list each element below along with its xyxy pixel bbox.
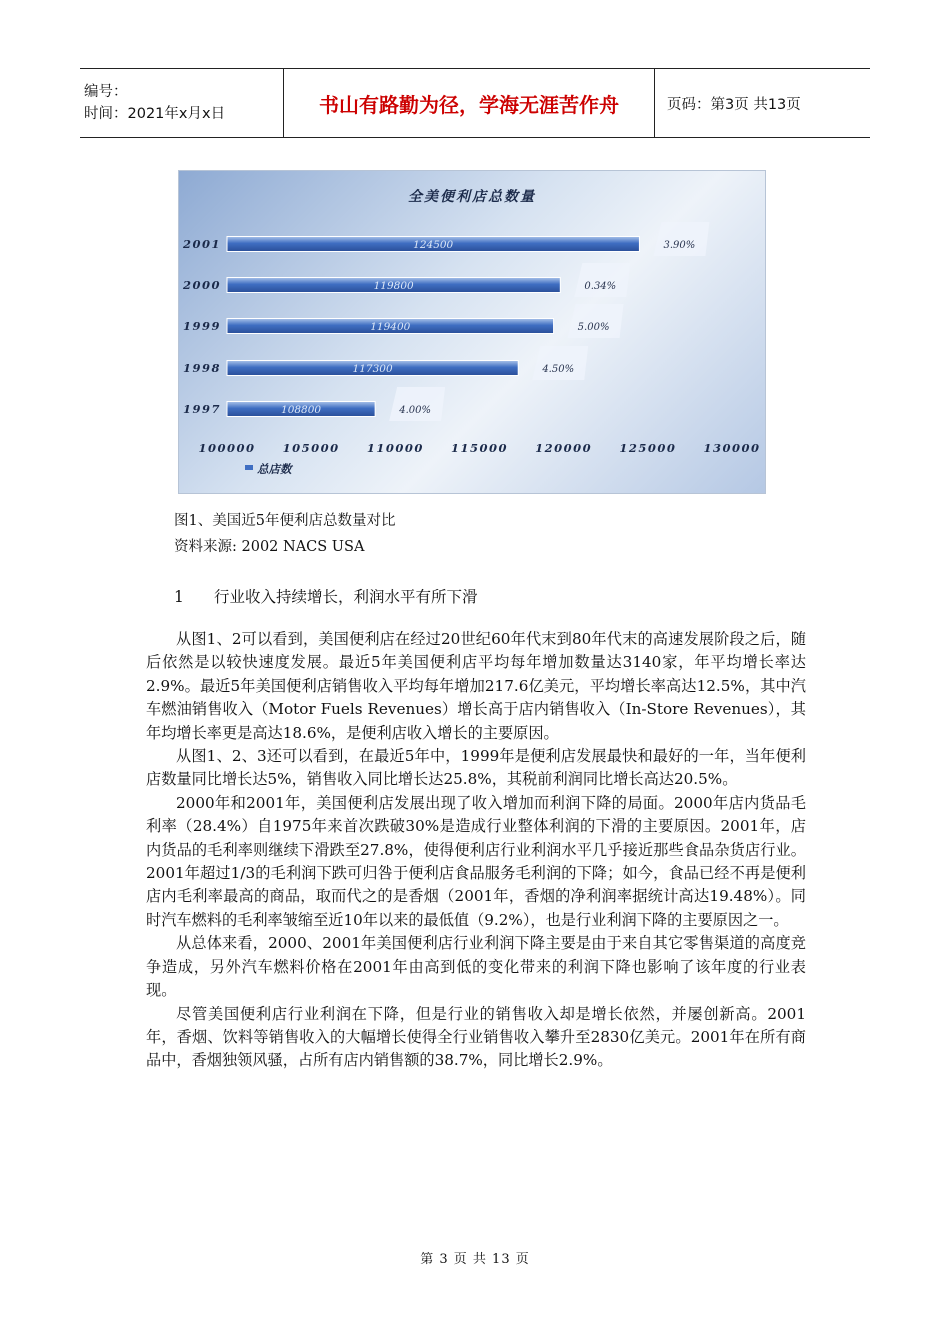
y-tick-label: 1997: [183, 402, 222, 416]
section-number: 1: [174, 588, 184, 606]
source-caption: 资料来源: 2002 NACS USA: [174, 539, 365, 555]
header-number-label: 编号：: [84, 84, 128, 100]
bar-value-label: 119800: [373, 280, 414, 292]
growth-label: 5.00%: [577, 322, 610, 333]
bar-value-label: 124500: [413, 239, 454, 251]
header-page-info: [655, 69, 870, 137]
header-meta: [80, 69, 283, 137]
header-motto: [283, 69, 655, 137]
paragraph: 尽管美国便利店行业利润在下降，但是行业的销售收入却是增长依然，并屡创新高。2001年，香烟、饮料等销售收入的大幅增长使得全行业销售收入攀升至2830亿美元。2001年在所有商品中，香烟独领风骚，占所有店内销售额的38.7%，同比增长2.9%。: [146, 1004, 806, 1070]
y-tick-label: 1998: [183, 361, 222, 375]
chart-title: 全美便利店总数量: [408, 189, 536, 205]
bar-value-label: 108800: [281, 404, 322, 416]
growth-label: 0.34%: [584, 281, 617, 292]
section-heading: [174, 585, 478, 607]
y-tick-label: 2000: [183, 278, 222, 292]
legend-swatch: [245, 465, 253, 470]
growth-label: 4.00%: [399, 405, 432, 416]
page-footer: 第 3 页 共 13 页: [420, 1252, 530, 1267]
chart-svg: [179, 171, 765, 493]
legend-label: 总店数: [257, 462, 292, 476]
x-tick-label: 120000: [535, 441, 593, 455]
paragraph: 从总体来看，2000、2001年美国便利店行业利润下降主要是由于来自其它零售渠道的高度竞争造成，另外汽车燃料价格在2001年由高到低的变化带来的利润下降也影响了该年度的行业表现。: [146, 934, 806, 1000]
figure-caption: 图1、美国近5年便利店总数量对比: [174, 513, 396, 529]
growth-label: 3.90%: [663, 240, 696, 251]
paragraph: 从图1、2、3还可以看到，在最近5年中，1999年是便利店发展最快和最好的一年，当年便利店数量同比增长达5%，销售收入同比增长达25.8%，其税前利润同比增长高达20.5%。: [146, 747, 806, 789]
header-motto-text: 书山有路勤为径，学海无涯苦作舟: [319, 92, 619, 117]
section-title-text: 行业收入持续增长，利润水平有所下滑: [214, 588, 478, 606]
y-tick-label: 1999: [183, 319, 222, 333]
body-text: [146, 628, 806, 1073]
paragraph: 从图1、2可以看到，美国便利店在经过20世纪60年代末到80年代末的高速发展阶段之后，随后依然是以较快速度发展。最近5年美国便利店平均每年增加数量达3140家，年平均增长率达2.9%。最近5年美国便利店销售收入平均每年增加217.6亿美元，平均增长率高达12.5%，其中汽车燃油销售收入（Motor Fuels Revenues）增长高于店内销售收入（In-Store Revenues），其年均增长率更是高达18.6%，是便利店收入增长的主要原因。: [146, 630, 806, 742]
paragraph: 2000年和2001年，美国便利店发展出现了收入增加而利润下降的局面。2000年店内货品毛利率（28.4%）自1975年来首次跌破30%是造成行业整体利润的下滑的主要原因。2001年，店内货品的毛利率则继续下滑跌至27.8%，使得便利店行业利润水平几乎接近那些食品杂货店行业。2001年超过1/3的毛利润下跌可归咎于便利店食品服务毛利润的下降；如今，食品已经不再是便利店内毛利率最高的商品，取而代之的是香烟（2001年，香烟的净利润率据统计高达19.48%）。同时汽车燃料的毛利率皱缩至近10年以来的最低值（9.2%），也是行业利润下降的主要原因之一。: [146, 793, 806, 929]
x-tick-label: 125000: [619, 441, 677, 455]
x-tick-label: 115000: [450, 441, 509, 455]
header-date-label: 时间：2021年x月x日: [84, 106, 226, 122]
x-tick-label: 100000: [198, 441, 256, 455]
header-page-info-text: 页码：第3页 共13页: [667, 96, 801, 113]
y-tick-label: 2001: [183, 237, 222, 251]
page-header: [80, 68, 870, 138]
x-tick-label: 110000: [366, 441, 424, 455]
store-count-chart: [178, 170, 766, 494]
bar-value-label: 119400: [370, 321, 411, 333]
x-tick-label: 130000: [703, 441, 761, 455]
x-tick-label: 105000: [282, 441, 340, 455]
bar-value-label: 117300: [352, 363, 393, 375]
growth-label: 4.50%: [542, 364, 575, 375]
